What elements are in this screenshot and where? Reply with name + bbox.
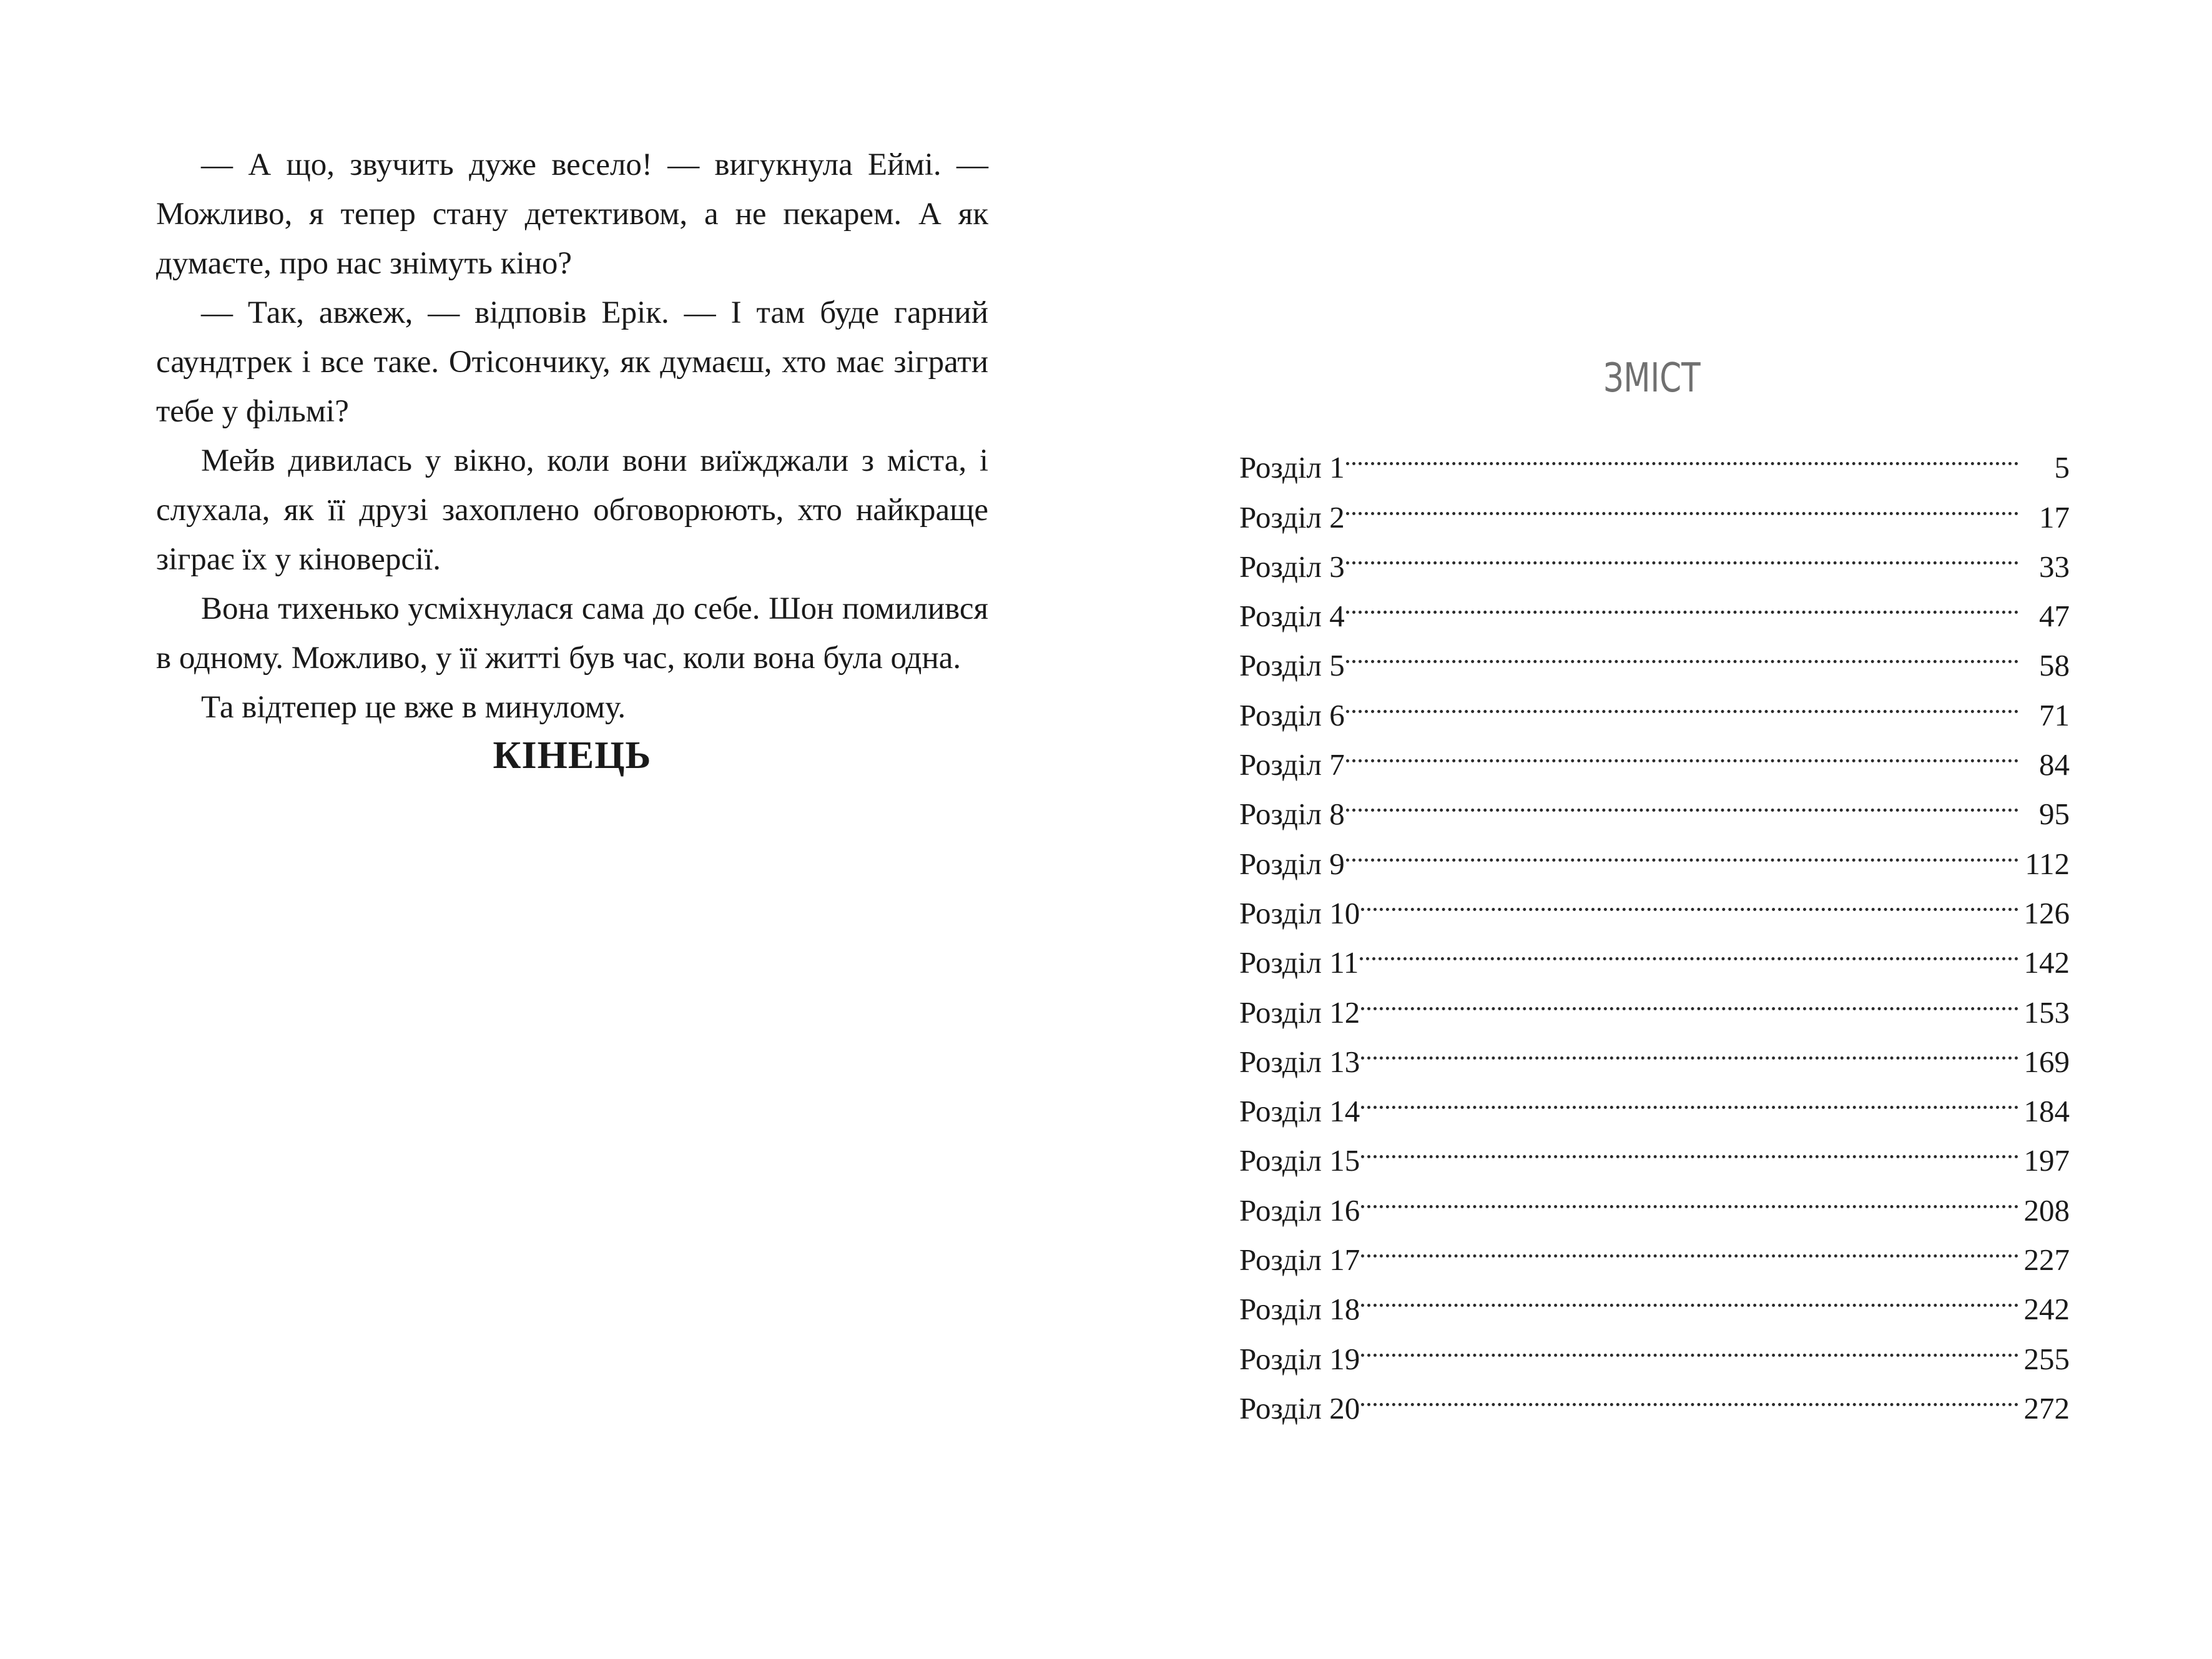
toc-entry-page: 126 — [2023, 895, 2070, 930]
toc-entry-label: Розділ 20 — [1239, 1391, 1360, 1425]
toc-entry-page: 58 — [2039, 648, 2070, 683]
toc-entry — [1239, 1319, 2070, 1376]
toc-entry — [1239, 1221, 2070, 1277]
toc-dot-leader — [1345, 824, 2020, 874]
toc-entry-page: 197 — [2023, 1143, 2070, 1178]
story-text — [156, 140, 988, 732]
toc-entry — [1239, 626, 2070, 683]
toc-dot-leader — [1360, 1171, 2020, 1220]
toc-entry-page: 5 — [2054, 450, 2070, 485]
story-paragraph: Вона тихенько усміхнулася сама до себе. Шон помилився в одному. Можливо, у її житті був час, коли вона була одна. — [156, 591, 988, 676]
toc-entry — [1239, 1369, 2070, 1425]
toc-entry-page: 95 — [2039, 797, 2070, 832]
toc-dot-leader — [1359, 923, 2020, 973]
toc-entry-label: Розділ 7 — [1239, 747, 1345, 782]
toc-entry-label: Розділ 9 — [1239, 846, 1345, 881]
toc-entry — [1239, 577, 2070, 634]
toc-dot-leader — [1345, 626, 2020, 676]
toc-entry-page: 227 — [2023, 1243, 2070, 1277]
toc-entry — [1239, 923, 2070, 980]
story-paragraph: Мейв дивилась у вікно, коли вони виїжджали з міста, і слухала, як її друзі захоплено обговорюють, хто найкраще зіграє їх у кіноверсії. — [156, 443, 988, 577]
toc-entry-label: Розділ 17 — [1239, 1243, 1360, 1277]
story-paragraph: — Так, авжеж, — відповів Ерік. — І там буде гарний саундтрек і все таке. Отісончику, як думаєш, хто має зіграти тебе у фільмі? — [156, 295, 988, 429]
toc-entry — [1239, 1023, 2070, 1079]
toc-entry-label: Розділ 1 — [1239, 450, 1345, 485]
toc-entry-label: Розділ 19 — [1239, 1341, 1360, 1376]
toc-dot-leader — [1345, 726, 2020, 775]
toc-entry — [1239, 428, 2070, 485]
toc-dot-leader — [1345, 676, 2020, 725]
toc-dot-leader — [1360, 1221, 2020, 1270]
toc-dot-leader — [1360, 1369, 2020, 1419]
toc-entry-label: Розділ 2 — [1239, 500, 1345, 534]
toc-entry-label: Розділ 10 — [1239, 895, 1360, 930]
toc-entry-page: 272 — [2023, 1391, 2070, 1425]
toc-dot-leader — [1360, 1121, 2020, 1171]
toc-entry — [1239, 775, 2070, 832]
toc-entry — [1239, 478, 2070, 534]
toc-entry-page: 184 — [2023, 1094, 2070, 1129]
toc-entry-page: 169 — [2023, 1044, 2070, 1079]
toc-entry-page: 71 — [2039, 697, 2070, 732]
toc-entry-page: 112 — [2025, 846, 2070, 881]
toc-title: ЗМІСТ — [1603, 355, 1701, 401]
toc-entry-page: 255 — [2023, 1341, 2070, 1376]
toc-entry-page: 33 — [2039, 549, 2070, 584]
toc-dot-leader — [1345, 478, 2020, 527]
toc-entry-label: Розділ 8 — [1239, 797, 1345, 832]
ending-heading: КІНЕЦЬ — [493, 734, 652, 777]
toc-entry-page: 142 — [2023, 945, 2070, 980]
toc-dot-leader — [1360, 973, 2020, 1022]
toc-entry — [1239, 1270, 2070, 1327]
toc-entry-label: Розділ 3 — [1239, 549, 1345, 584]
toc-entry — [1239, 1171, 2070, 1228]
toc-entry — [1239, 1072, 2070, 1129]
toc-entry — [1239, 676, 2070, 732]
toc-dot-leader — [1360, 1072, 2020, 1121]
toc-dot-leader — [1360, 1270, 2020, 1319]
right-page — [1106, 0, 2212, 1659]
toc-entry — [1239, 528, 2070, 584]
toc-entry-label: Розділ 14 — [1239, 1094, 1360, 1129]
story-paragraph: Та відтепер це вже в минулому. — [201, 690, 626, 725]
toc-entry-label: Розділ 6 — [1239, 697, 1345, 732]
toc-entry-label: Розділ 4 — [1239, 599, 1345, 634]
toc-entry — [1239, 874, 2070, 930]
toc-dot-leader — [1360, 874, 2020, 923]
toc-entry-label: Розділ 12 — [1239, 995, 1360, 1030]
toc-dot-leader — [1360, 1319, 2020, 1369]
toc-entry — [1239, 824, 2070, 881]
toc-entry — [1239, 1121, 2070, 1178]
toc-dot-leader — [1345, 775, 2020, 824]
table-of-contents — [1239, 428, 2070, 1425]
toc-entry-page: 208 — [2023, 1193, 2070, 1228]
toc-entry-page: 242 — [2023, 1292, 2070, 1327]
toc-entry-label: Розділ 5 — [1239, 648, 1345, 683]
toc-dot-leader — [1345, 577, 2020, 626]
toc-entry-page: 153 — [2023, 995, 2070, 1030]
toc-entry-label: Розділ 16 — [1239, 1193, 1360, 1228]
toc-dot-leader — [1345, 428, 2020, 478]
toc-entry — [1239, 973, 2070, 1030]
toc-dot-leader — [1360, 1023, 2020, 1072]
story-paragraph: — А що, звучить дуже весело! — вигукнула Еймі. — Можливо, я тепер стану детективом, а не пекарем. А як думаєте, про нас знімуть кіно? — [156, 147, 988, 281]
toc-dot-leader — [1345, 528, 2020, 577]
toc-entry-label: Розділ 18 — [1239, 1292, 1360, 1327]
toc-entry-label: Розділ 15 — [1239, 1143, 1360, 1178]
toc-entry-page: 47 — [2039, 599, 2070, 634]
toc-entry-page: 84 — [2039, 747, 2070, 782]
toc-entry-label: Розділ 11 — [1239, 945, 1359, 980]
toc-entry — [1239, 726, 2070, 782]
toc-entry-page: 17 — [2039, 500, 2070, 534]
toc-entry-label: Розділ 13 — [1239, 1044, 1360, 1079]
